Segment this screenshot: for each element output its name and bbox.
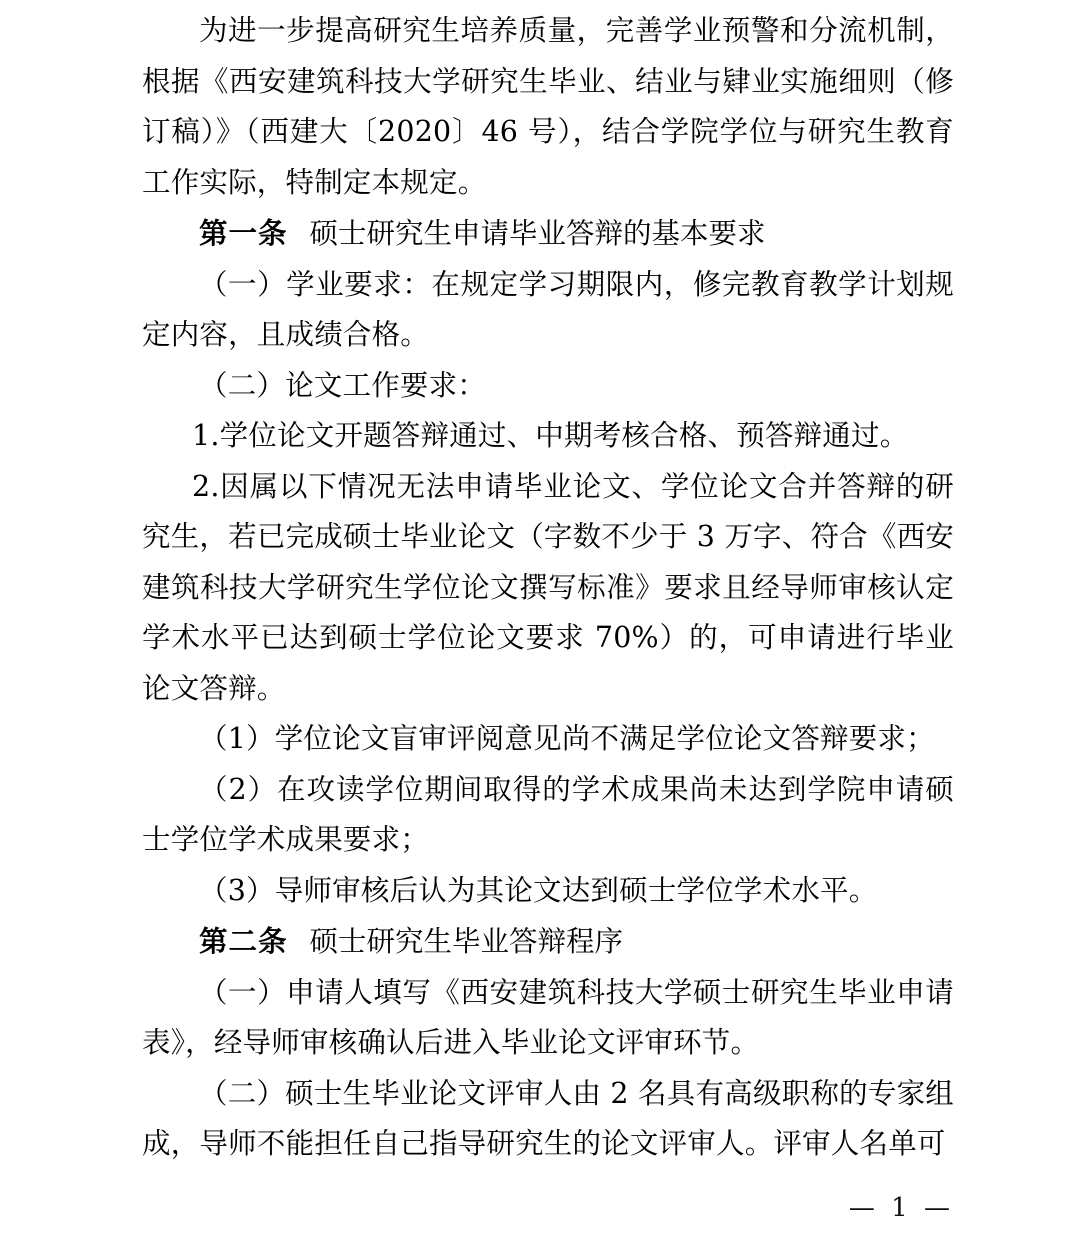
paragraph-1-2-item-2: 2.因属以下情况无法申请毕业论文、学位论文合并答辩的研究生，若已完成硕士毕业论文（字数不少于 3 万字、符合《西安建筑科技大学研究生学位论文撰写标准》要求且经导师审核认定学术水平已达到硕士学位论文要求 70%）的，可申请进行毕业论文答辩。 xyxy=(142,469,954,705)
paragraph-1-2-item-1: 1.学位论文开题答辩通过、中期考核合格、预答辩通过。 xyxy=(192,419,909,452)
paragraph-1-2: （二）论文工作要求： xyxy=(199,368,487,402)
heading-article-one xyxy=(142,208,954,260)
heading-article-one-label: 第一条 xyxy=(199,216,288,250)
paragraph-1-1: （一）学业要求：在规定学习期限内，修完教育教学计划规定内容，且成绩合格。 xyxy=(142,267,954,351)
heading-article-one-text: 硕士研究生申请毕业答辩的基本要求 xyxy=(309,217,766,250)
page-number: — 1 — xyxy=(848,1193,954,1223)
paragraph-1-2-item-2-a: （1）学位论文盲审评阅意见尚不满足学位论文答辩要求； xyxy=(199,722,935,755)
heading-article-two-text: 硕士研究生毕业答辩程序 xyxy=(309,925,624,958)
heading-article-two-label: 第二条 xyxy=(199,924,288,958)
paragraph-2-2: （二）硕士生毕业论文评审人由 2 名具有高级职称的专家组成，导师不能担任自己指导研究生的论文评审人。评审人名单可 xyxy=(142,1076,954,1160)
document-body xyxy=(142,6,954,1170)
paragraph-1-2-item-2-b: （2）在攻读学位期间取得的学术成果尚未达到学院申请硕士学位学术成果要求； xyxy=(142,772,954,856)
paragraph-1-2-item-2-c: （3）导师审核后认为其论文达到硕士学位学术水平。 xyxy=(199,873,878,907)
heading-article-two xyxy=(142,916,954,968)
paragraph-intro: 为进一步提高研究生培养质量，完善学业预警和分流机制，根据《西安建筑科技大学研究生毕业、结业与肄业实施细则（修订稿）》（西建大〔2020〕46 号），结合学院学位与研究生教育工作实际，特制定本规定。 xyxy=(142,14,954,199)
paragraph-2-1: （一）申请人填写《西安建筑科技大学硕士研究生毕业申请表》，经导师审核确认后进入毕业论文评审环节。 xyxy=(142,975,954,1059)
